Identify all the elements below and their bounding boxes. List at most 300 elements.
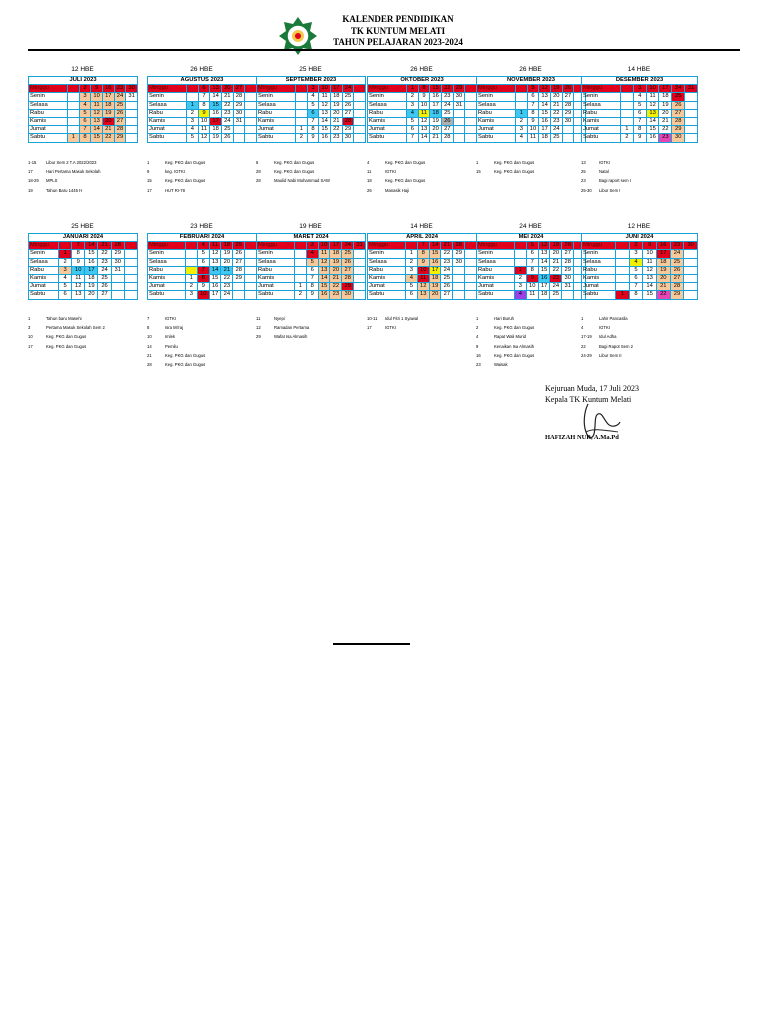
date-cell: 30 (342, 291, 354, 299)
note-date: 4 (581, 325, 584, 331)
day-name: Minggu (582, 242, 616, 250)
note-text: Pertama Masuk Sekolah Sem 2 (46, 325, 105, 331)
date-cell (245, 242, 257, 250)
date-cell: 17 (102, 93, 114, 101)
week-row-rb (368, 266, 477, 274)
day-name: Minggu (582, 85, 621, 93)
date-cell (465, 109, 477, 117)
date-cell: 10 (418, 101, 430, 109)
date-cell: 19 (330, 258, 342, 266)
date-cell (68, 109, 80, 117)
date-cell: 17 (429, 266, 441, 274)
date-cell: 27 (670, 275, 684, 283)
date-cell: 8 (198, 101, 210, 109)
date-cell: 20 (85, 291, 98, 299)
date-cell: 14 (539, 101, 551, 109)
date-cell: 12 (538, 242, 550, 250)
date-cell (187, 85, 199, 93)
date-cell: 15 (209, 275, 221, 283)
date-cell (126, 126, 138, 134)
week-row-km (477, 275, 586, 283)
note-text: Bagi Rapot Sem 2 (599, 343, 633, 349)
week-row-jm (29, 126, 138, 134)
date-cell: 28 (562, 258, 574, 266)
week-row-sn (477, 250, 586, 258)
week-row-rb (368, 109, 477, 117)
week-row-sb (148, 291, 257, 299)
date-cell: 4 (59, 275, 72, 283)
week-row-sn (29, 93, 138, 101)
date-cell (296, 93, 308, 101)
day-name: Selasa (582, 258, 616, 266)
date-cell: 20 (330, 266, 342, 274)
day-name: Sabtu (368, 291, 406, 299)
week-row-mg (477, 85, 586, 93)
date-cell: 22 (656, 291, 670, 299)
hbe-count: 26 HBE (190, 66, 213, 73)
date-cell: 12 (198, 134, 210, 142)
date-cell: 15 (210, 101, 222, 109)
month-title: AGUSTUS 2023 (148, 77, 257, 85)
date-cell: 6 (633, 109, 646, 117)
date-cell (465, 258, 477, 266)
date-cell: 3 (306, 242, 318, 250)
date-cell: 22 (550, 266, 562, 274)
week-row-rb (582, 109, 698, 117)
week-row-sn (148, 250, 257, 258)
week-row-km (148, 118, 257, 126)
note-item (476, 360, 585, 369)
note-item (581, 158, 697, 167)
date-cell: 18 (429, 275, 441, 283)
date-cell: 17 (656, 250, 670, 258)
date-cell: 20 (330, 109, 342, 117)
date-cell: 22 (102, 134, 114, 142)
week-row-mg (368, 85, 477, 93)
date-cell: 6 (306, 266, 318, 274)
date-cell: 14 (643, 283, 657, 291)
note-date: 17-19 (581, 334, 592, 340)
date-cell: 26 (233, 250, 245, 258)
day-name: Kamis (477, 275, 515, 283)
date-cell: 28 (342, 275, 354, 283)
date-cell: 10 (526, 283, 538, 291)
day-name: Selasa (148, 101, 187, 109)
note-date: 3 (28, 325, 31, 331)
day-name: Jumat (368, 126, 407, 134)
date-cell (354, 109, 366, 117)
note-date: 1 (28, 316, 31, 321)
date-cell: 29 (342, 283, 354, 291)
note-item (581, 323, 697, 332)
date-cell: 7 (629, 283, 643, 291)
date-cell: 18 (656, 258, 670, 266)
note-text: Kenaikan Isa Almasih (494, 343, 535, 349)
week-row-jm (257, 283, 366, 291)
month-calendar (28, 223, 137, 300)
date-cell (245, 118, 257, 126)
document-header (0, 0, 768, 60)
month-calendar (476, 66, 585, 143)
note-item (147, 360, 256, 369)
week-row-sb (29, 134, 138, 142)
hbe-count: 26 HBE (410, 66, 433, 73)
note-item (476, 342, 585, 351)
week-row-mg (368, 242, 477, 250)
date-cell (111, 291, 124, 299)
date-cell (295, 242, 307, 250)
note-text: Idul Adha (599, 334, 617, 340)
date-cell: 6 (527, 93, 539, 101)
week-row-sl (582, 101, 698, 109)
note-text: Keg. PKG dan Gugus (46, 343, 87, 349)
date-cell: 2 (186, 283, 198, 291)
date-cell: 18 (210, 126, 222, 134)
month-table (28, 76, 138, 143)
date-cell: 27 (562, 250, 574, 258)
date-cell: 6 (629, 275, 643, 283)
date-cell: 29 (342, 126, 354, 134)
date-cell (453, 118, 465, 126)
note-text: IGTKI (385, 169, 396, 175)
date-cell: 22 (441, 250, 453, 258)
date-cell: 5 (633, 101, 646, 109)
date-cell: 5 (526, 242, 538, 250)
day-name: Kamis (148, 118, 187, 126)
week-row-rb (257, 266, 366, 274)
note-text: Keg. PKG dan Gugus (165, 178, 206, 184)
day-name: Rabu (477, 109, 516, 117)
date-cell: 5 (307, 101, 319, 109)
date-cell: 24 (98, 266, 111, 274)
date-cell: 10 (318, 242, 330, 250)
date-cell: 1 (515, 266, 527, 274)
month-calendar (256, 223, 365, 300)
date-cell: 18 (330, 250, 342, 258)
date-cell: 31 (126, 93, 138, 101)
date-cell: 28 (111, 242, 124, 250)
day-name: Senin (477, 93, 516, 101)
note-text: Keg. PKG dan Gugus (494, 325, 535, 331)
day-name: Senin (582, 93, 621, 101)
day-name: Selasa (257, 258, 295, 266)
note-date: 18 (367, 178, 372, 184)
note-item (147, 186, 256, 195)
day-name: Senin (368, 250, 406, 258)
day-name: Minggu (368, 242, 406, 250)
date-cell (68, 93, 80, 101)
hbe-count: 26 HBE (519, 66, 542, 73)
note-item (581, 167, 697, 176)
date-cell: 27 (114, 118, 126, 126)
hbe-count: 25 HBE (71, 223, 94, 230)
date-cell: 2 (515, 275, 527, 283)
date-cell: 6 (59, 291, 72, 299)
date-cell (453, 266, 465, 274)
day-name: Selasa (29, 101, 68, 109)
day-name: Jumat (29, 126, 68, 134)
day-name: Sabtu (582, 291, 616, 299)
note-text: Keg. PKG dan Gugus (494, 160, 535, 165)
month-notes (147, 158, 256, 195)
note-item (367, 176, 476, 185)
date-cell: 26 (441, 283, 453, 291)
note-item (581, 342, 697, 351)
date-cell: 25 (98, 275, 111, 283)
date-cell: 14 (418, 134, 430, 142)
date-cell: 29 (233, 101, 245, 109)
note-item (476, 167, 585, 176)
date-cell: 28 (672, 118, 685, 126)
date-cell: 13 (91, 118, 103, 126)
date-cell: 25 (550, 134, 562, 142)
date-cell: 8 (417, 250, 429, 258)
day-name: Jumat (368, 283, 406, 291)
note-date: 15 (147, 178, 152, 184)
day-name: Rabu (148, 266, 186, 274)
date-cell: 20 (102, 118, 114, 126)
date-cell: 31 (685, 85, 698, 93)
note-text: Libur Sem I (599, 187, 621, 193)
day-name: Rabu (29, 109, 68, 117)
month-notes (367, 158, 476, 195)
week-row-sb (582, 134, 698, 142)
date-cell: 6 (407, 126, 419, 134)
signature-place-date: Kejuruan Muda, 17 Juli 2023 (545, 384, 639, 393)
month-table (147, 233, 257, 300)
week-row-sb (368, 134, 477, 142)
date-cell: 4 (79, 101, 91, 109)
footer-divider (333, 643, 410, 645)
date-cell: 27 (233, 258, 245, 266)
note-text: Keg. PKG dan Gugus (274, 160, 315, 165)
day-name: Senin (257, 93, 296, 101)
date-cell (621, 109, 634, 117)
date-cell: 2 (187, 109, 199, 117)
date-cell: 19 (550, 85, 562, 93)
date-cell: 26 (441, 118, 453, 126)
month-notes (147, 314, 256, 369)
date-cell (186, 266, 198, 274)
week-row-mg (582, 85, 698, 93)
date-cell: 14 (538, 258, 550, 266)
date-cell: 11 (417, 275, 429, 283)
month-title: NOVEMBER 2023 (477, 77, 586, 85)
date-cell: 11 (72, 275, 85, 283)
date-cell: 13 (318, 266, 330, 274)
date-cell: 5 (629, 266, 643, 274)
week-row-sl (582, 258, 698, 266)
date-cell (354, 258, 366, 266)
note-item (256, 167, 365, 176)
date-cell (516, 85, 528, 93)
note-item (476, 314, 585, 323)
date-cell: 16 (102, 85, 114, 93)
date-cell: 3 (633, 85, 646, 93)
note-item (256, 176, 365, 185)
week-row-sl (29, 101, 138, 109)
date-cell: 31 (233, 118, 245, 126)
day-name: Senin (257, 250, 295, 258)
date-cell: 24 (550, 283, 562, 291)
note-item (367, 167, 476, 176)
month-title: SEPTEMBER 2023 (257, 77, 366, 85)
date-cell: 22 (441, 85, 453, 93)
month-table (256, 233, 366, 300)
date-cell: 14 (85, 242, 98, 250)
date-cell (406, 242, 418, 250)
date-cell: 1 (406, 250, 418, 258)
date-cell: 29 (562, 266, 574, 274)
date-cell: 14 (319, 118, 331, 126)
date-cell: 25 (114, 101, 126, 109)
note-date: 6 (256, 160, 259, 165)
week-row-km (477, 118, 586, 126)
note-date: 14 (147, 343, 152, 349)
date-cell: 1 (616, 291, 630, 299)
date-cell: 17 (538, 283, 550, 291)
note-date: 1 (476, 316, 479, 321)
date-cell (616, 250, 630, 258)
date-cell (616, 275, 630, 283)
date-cell: 21 (550, 258, 562, 266)
date-cell: 9 (633, 134, 646, 142)
date-cell: 8 (306, 283, 318, 291)
date-cell: 7 (633, 118, 646, 126)
date-cell (685, 134, 698, 142)
date-cell: 26 (342, 101, 354, 109)
month-title: JULI 2023 (29, 77, 138, 85)
date-cell: 14 (318, 275, 330, 283)
week-row-sn (257, 93, 366, 101)
month-notes (28, 158, 137, 195)
month-calendar (147, 223, 256, 300)
week-row-km (257, 118, 366, 126)
date-cell: 30 (562, 275, 574, 283)
month-title: MEI 2024 (477, 234, 586, 242)
date-cell: 18 (85, 275, 98, 283)
date-cell: 16 (210, 109, 222, 117)
day-name: Kamis (29, 275, 59, 283)
date-cell (562, 134, 574, 142)
note-text: Keg. PKG dan Gugus (494, 352, 535, 358)
week-row-rb (477, 109, 586, 117)
date-cell: 2 (406, 258, 418, 266)
day-name: Jumat (257, 283, 295, 291)
note-date: 10 (147, 334, 152, 340)
date-cell: 4 (307, 93, 319, 101)
week-row-sn (582, 93, 698, 101)
day-name: Jumat (477, 126, 516, 134)
date-cell: 20 (550, 250, 562, 258)
note-date: 4 (367, 160, 370, 165)
week-row-jm (148, 283, 257, 291)
date-cell: 10 (319, 85, 331, 93)
date-cell: 26 (342, 258, 354, 266)
date-cell (453, 291, 465, 299)
note-date: 21 (147, 352, 152, 358)
date-cell: 30 (453, 258, 465, 266)
note-text: Bagi raport sem I (599, 178, 631, 184)
date-cell: 12 (643, 266, 657, 274)
day-name: Senin (148, 250, 186, 258)
date-cell: 3 (629, 250, 643, 258)
date-cell: 26 (221, 134, 233, 142)
day-name: Sabtu (257, 134, 296, 142)
date-cell: 26 (98, 283, 111, 291)
date-cell: 26 (670, 266, 684, 274)
month-title: JUNI 2024 (582, 234, 698, 242)
date-cell (354, 134, 366, 142)
date-cell: 24 (672, 85, 685, 93)
day-name: Minggu (368, 85, 407, 93)
date-cell: 21 (330, 118, 342, 126)
date-cell: 16 (646, 134, 659, 142)
date-cell: 12 (417, 283, 429, 291)
note-date: 16 (476, 352, 481, 358)
week-row-sl (477, 258, 586, 266)
date-cell: 2 (79, 85, 91, 93)
date-cell: 25 (441, 275, 453, 283)
month-table (28, 233, 138, 300)
month-title: OKTOBER 2023 (368, 77, 477, 85)
date-cell: 17 (210, 118, 222, 126)
date-cell: 25 (342, 93, 354, 101)
date-cell (562, 126, 574, 134)
hbe-count: 14 HBE (410, 223, 433, 230)
note-item (256, 323, 365, 332)
date-cell (354, 250, 366, 258)
date-cell (245, 291, 257, 299)
note-date: 1 (476, 160, 479, 165)
date-cell: 3 (516, 126, 528, 134)
date-cell: 12 (418, 118, 430, 126)
date-cell: 27 (441, 126, 453, 134)
note-text: Libur Sem II (599, 352, 622, 358)
note-item (581, 351, 697, 360)
date-cell (354, 266, 366, 274)
day-name: Jumat (148, 283, 186, 291)
date-cell: 9 (72, 258, 85, 266)
date-cell (621, 85, 634, 93)
date-cell (465, 283, 477, 291)
note-item (581, 314, 697, 323)
month-calendar (28, 66, 137, 143)
date-cell: 25 (221, 126, 233, 134)
date-cell: 2 (516, 118, 528, 126)
month-calendar (256, 66, 365, 143)
day-name: Rabu (477, 266, 515, 274)
date-cell: 9 (198, 109, 210, 117)
month-notes (581, 314, 697, 360)
date-cell: 2 (407, 93, 419, 101)
date-cell (684, 275, 698, 283)
date-cell: 23 (330, 134, 342, 142)
date-cell: 3 (59, 266, 72, 274)
week-row-jm (368, 283, 477, 291)
date-cell (453, 134, 465, 142)
date-cell: 9 (91, 85, 103, 93)
date-cell: 16 (539, 118, 551, 126)
day-name: Minggu (257, 242, 295, 250)
day-name: Sabtu (477, 134, 516, 142)
week-row-rb (148, 109, 257, 117)
date-cell: 4 (197, 242, 209, 250)
date-cell: 19 (102, 109, 114, 117)
date-cell: 8 (197, 275, 209, 283)
note-text: keg. IGTKI (165, 169, 186, 175)
note-text: Nyepi (274, 316, 285, 321)
